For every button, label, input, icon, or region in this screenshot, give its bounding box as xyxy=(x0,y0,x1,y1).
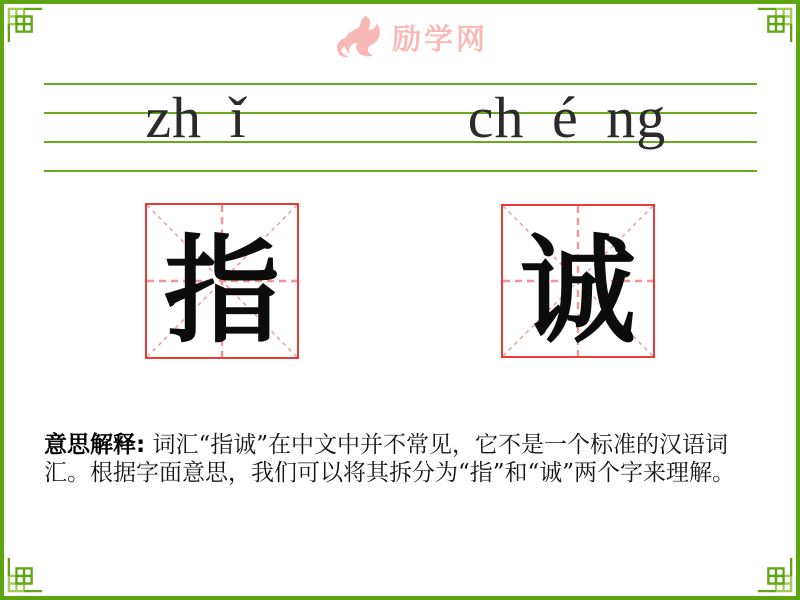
flame-fox-icon xyxy=(330,14,386,60)
brand-name: 励学网 xyxy=(392,21,489,56)
pinyin-syllable-zhi: zh ǐ xyxy=(145,85,247,150)
corner-knot-ornament-bottom-left xyxy=(6,556,44,594)
hanzi-character-zhi: 指 xyxy=(164,223,280,359)
hanzi-character-cheng: 诚 xyxy=(520,223,636,359)
hanzi-grid-box-2 xyxy=(501,204,655,358)
brand-watermark xyxy=(330,14,488,60)
knot-icon xyxy=(756,556,794,594)
corner-knot-ornament-top-right xyxy=(756,6,794,44)
meaning-explanation xyxy=(44,431,760,487)
explanation-body: 词汇“指诚”在中文中并不常见，它不是一个标准的汉语词汇。根据字面意思，我们可以将其拆分为“指”和“诚”两个字来理解。 xyxy=(44,432,736,486)
explanation-label: 意思解释: xyxy=(44,432,146,458)
knot-icon xyxy=(756,6,794,44)
corner-knot-ornament-top-left xyxy=(6,6,44,44)
pinyin-guide-line-4 xyxy=(44,170,757,172)
knot-icon xyxy=(6,556,44,594)
corner-knot-ornament-bottom-right xyxy=(756,556,794,594)
hanzi-grid-box-1 xyxy=(145,203,299,359)
pinyin-syllable-cheng: ch é ng xyxy=(467,85,667,150)
knot-icon xyxy=(6,6,44,44)
